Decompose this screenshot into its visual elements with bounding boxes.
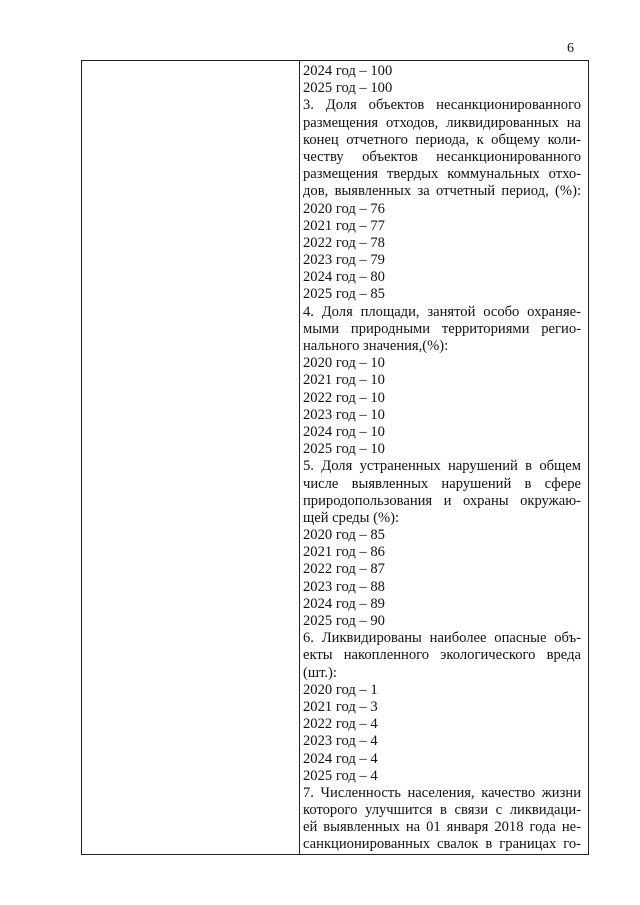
text-line: мыми природными территориями регио- [303,320,581,337]
text-line: 2020 год – 76 [303,200,385,217]
text-line: честву объектов несанкционированного [303,148,581,165]
text-line: 2024 год – 100 [303,63,393,79]
text-line: размещения твердых коммунальных отхо- [303,166,581,183]
text-line: 2024 год – 80 [303,269,385,286]
text-line: 2020 год – 1 [303,681,378,698]
page-number: 6 [567,41,574,56]
text-line: 2023 год – 4 [303,733,378,750]
text-line: 2022 год – 78 [303,234,385,251]
text-line: 2021 год – 86 [303,544,385,561]
text-line: нального значения,(%): [303,338,449,354]
text-line: которого улучшится в связи с ликвидаци- [303,802,581,819]
text-line: 3. Доля объектов несанкционированного [303,97,581,114]
text-line: 2025 год – 90 [303,613,385,629]
text-line: 2022 год – 4 [303,716,378,733]
text-line: 6. Ликвидированы наиболее опасные объ- [303,630,581,647]
text-line: 2025 год – 10 [303,441,385,458]
text-line: конец отчетного периода, к общему коли- [303,131,581,148]
text-line: 2025 год – 4 [303,767,378,784]
text-line: 5. Доля устраненных нарушений в общем [303,458,581,475]
text-line: 2025 год – 85 [303,286,385,303]
table-cell-left [82,61,300,854]
text-line: 2024 год – 4 [303,750,378,767]
text-line: 2021 год – 77 [303,217,385,234]
text-line: ей выявленных на 01 января 2018 года не- [303,819,581,836]
text-line: санкционированных свалок в границах го- [303,836,581,853]
text-line: щей среды (%): [303,509,400,526]
text-line: дов, выявленных за отчетный период, (%): [303,183,581,200]
text-line: числе выявленных нарушений в сфере [303,475,581,492]
text-line: 2024 год – 10 [303,423,385,440]
text-line: екты накопленного экологического вреда [303,647,581,664]
table-cell-right [303,63,581,853]
text-line: 2020 год – 85 [303,527,385,544]
text-line: 4. Доля площади, занятой особо охраняе- [303,303,581,320]
document-table [81,60,589,855]
text-line: 2025 год – 100 [303,80,393,97]
text-line: 2021 год – 10 [303,372,385,389]
text-line: 7. Численность населения, качество жизни [303,784,581,801]
text-line: размещения отходов, ликвидированных на [303,114,581,131]
text-line: (шт.): [303,664,337,681]
text-line: природопользования и охраны окружаю- [303,492,581,509]
text-line: 2020 год – 10 [303,355,385,372]
text-line: 2021 год – 3 [303,698,378,715]
text-line: 2023 год – 79 [303,252,385,269]
text-line: 2022 год – 87 [303,561,385,578]
text-line: 2023 год – 10 [303,406,385,423]
text-line: 2024 год – 89 [303,595,385,612]
text-line: 2023 год – 88 [303,578,385,595]
text-line: 2022 год – 10 [303,389,385,406]
